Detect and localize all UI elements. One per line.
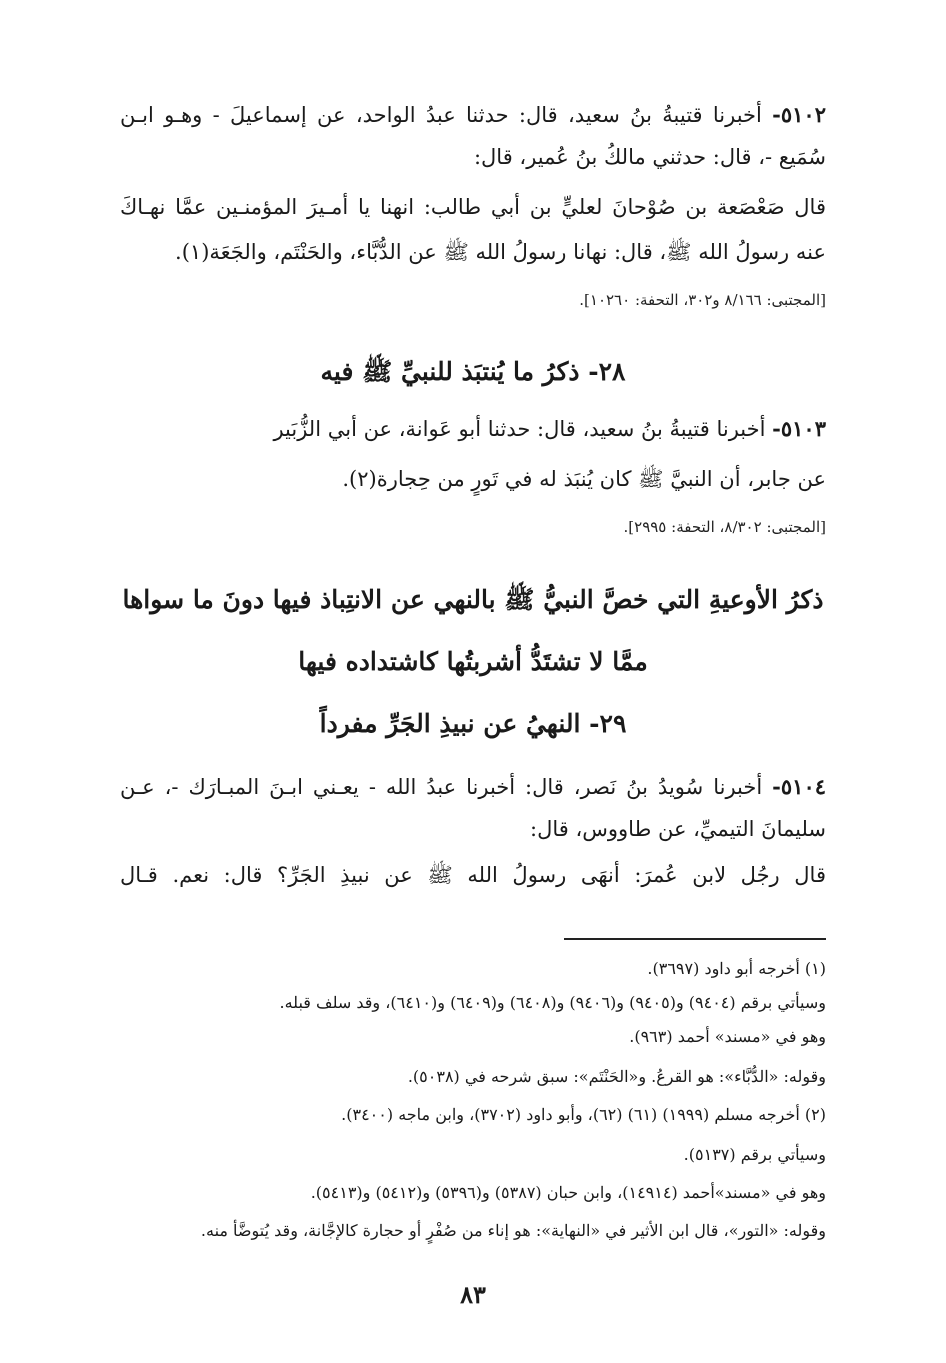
hadith-5103-reference: [المجتبى: ٨/٣٠٢، التحفة: ٢٩٩٥]. bbox=[623, 518, 826, 536]
hadith-number: ٥١٠٢- bbox=[772, 102, 826, 127]
hadith-5104-line-3: قال رجُل لابن عُمرَ: أنهَى رسولُ الله ﷺ عن نبيذِ الجَرِّ؟ قال: نعم. قـال bbox=[120, 863, 826, 887]
hadith-5104-line-2: سليمانَ التيميِّ، عن طاووس، قال: bbox=[530, 817, 826, 841]
hadith-5102-line-4: عنه رسولُ الله ﷺ، قال: نهانا رسولُ الله ﷺ عن الدُّبَّاء، والحَنْتَم، والجَعَة(١). bbox=[175, 240, 826, 264]
footnote-line: وقوله: «التور»، قال ابن الأثير في «النهاية»: هو إناء من صُفْرٍ أو حجارة كالإجَّانة، وقد يُتوضَّأ منه. bbox=[200, 1221, 826, 1240]
section-heading-line-2: ممَّا لا تشتَدُّ أشربتُها كاشتداده فيها bbox=[298, 647, 648, 676]
hadith-5102-line-3: قال صَعْصَعة بن صُوْحانَ لعليٍّ بن أبي طالب: انهنا يا أمـيرَ المؤمنـين عمَّا نهـاكَ bbox=[120, 195, 826, 219]
chapter-29-heading: ٢٩- النهيُ عن نبيذِ الجَرِّ مفرداً bbox=[319, 709, 627, 738]
footnote-line: وهو في «مسند»أحمد (١٤٩١٤)، وابن حبان (٥٣٨٧) و(٥٣٩٦) و(٥٤١٢) و(٥٤١٣). bbox=[310, 1183, 826, 1202]
hadith-5103-line-2: عن جابر، أن النبيَّ ﷺ كان يُنبَذ له في تَورٍ من حِجارة(٢). bbox=[342, 467, 826, 491]
hadith-text: أخبرنا سُويدُ بنُ نَصر، قال: أخبرنا عبدُ الله - يعـني ابـنَ المبـارَك -، عـن bbox=[120, 775, 763, 799]
footnote-separator bbox=[564, 938, 826, 940]
chapter-28-heading: ٢٨- ذكرُ ما يُنتبَذ للنبيِّ ﷺ فيه bbox=[320, 357, 626, 386]
footnote-line: (٢) أخرجه مسلم (١٩٩٩) (٦١) (٦٢)، وأبو داود (٣٧٠٢)، وابن ماجه (٣٤٠٠). bbox=[341, 1105, 826, 1124]
hadith-text: أخبرنا قتيبةُ بنُ سعيد، قال: حدثنا أبو عَوانة، عن أبي الزُّبَير bbox=[273, 417, 766, 441]
section-heading-line-1: ذكرُ الأوعيةِ التي خصَّ النبيُّ ﷺ بالنهي عن الانتِباذ فيها دونَ ما سواها bbox=[122, 585, 824, 614]
hadith-text: أخبرنا قتيبةُ بنُ سعيد، قال: حدثنا عبدُ الواحد، عن إسماعيلَ - وهـو ابـن bbox=[120, 103, 762, 127]
page-number: ٨٣ bbox=[460, 1280, 486, 1309]
footnote-line: وهو في «مسند» أحمد (٩٦٣). bbox=[629, 1027, 826, 1046]
footnote-line: وسيأتي برقم (٩٤٠٤) و(٩٤٠٥) و(٩٤٠٦) و(٦٤٠٨) و(٦٤٠٩) و(٦٤١٠)، وقد سلف قبله. bbox=[279, 993, 826, 1012]
hadith-5102-line-1 bbox=[120, 98, 826, 132]
hadith-number: ٥١٠٣- bbox=[772, 416, 826, 441]
hadith-5102-line-2: سُمَيع -، قال: حدثني مالكُ بنُ عُمير، قال: bbox=[473, 145, 826, 169]
footnote-line: وسيأتي برقم (٥١٣٧). bbox=[683, 1145, 826, 1164]
hadith-5102-reference: [المجتبى: ٨/١٦٦ و٣٠٢، التحفة: ١٠٢٦٠]. bbox=[579, 291, 826, 309]
footnote-line: (١) أخرجه أبو داود (٣٦٩٧). bbox=[647, 959, 826, 978]
hadith-5104-line-1 bbox=[120, 770, 826, 804]
hadith-5103-line-1 bbox=[120, 412, 826, 446]
footnote-line: وقوله: «الدُّبَّاء»: هو القرعُ. و«الحَنْتَم»: سبق شرحه في (٥٠٣٨). bbox=[407, 1067, 826, 1086]
hadith-number: ٥١٠٤- bbox=[772, 774, 826, 799]
